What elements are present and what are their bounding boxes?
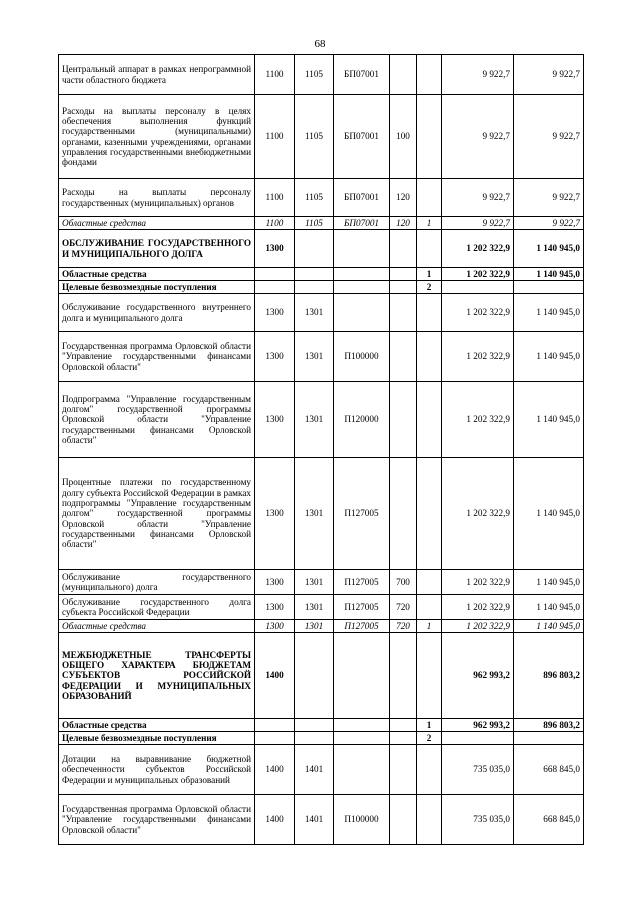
subsection-code-cell: 1105 [295, 179, 334, 217]
table-row [59, 620, 584, 633]
section-code-cell: 1400 [255, 795, 295, 845]
expense-type-cell [390, 281, 417, 294]
funding-source-cell [417, 55, 442, 95]
amount-year2-cell: 1 140 945,0 [514, 595, 584, 620]
section-code-cell: 1300 [255, 382, 295, 458]
funding-source-cell [417, 230, 442, 268]
table-row [59, 217, 584, 230]
amount-year2-cell: 9 922,7 [514, 179, 584, 217]
row-name-cell: Государственная программа Орловской области "Управление государственными финансами Орловской области" [59, 795, 255, 845]
amount-year1-cell [442, 281, 514, 294]
section-code-cell [255, 719, 295, 732]
amount-year1-cell: 9 922,7 [442, 179, 514, 217]
amount-year1-cell: 735 035,0 [442, 745, 514, 795]
funding-source-cell: 1 [417, 217, 442, 230]
target-article-cell: П127005 [334, 620, 390, 633]
subsection-code-cell [295, 719, 334, 732]
table-row [59, 570, 584, 595]
row-name-cell: Целевые безвозмездные поступления [59, 281, 255, 294]
row-name-cell: Обслуживание государственного внутреннего долга и муниципального долга [59, 294, 255, 332]
funding-source-cell: 1 [417, 268, 442, 281]
section-code-cell: 1300 [255, 458, 295, 570]
funding-source-cell: 1 [417, 620, 442, 633]
target-article-cell: П100000 [334, 332, 390, 382]
amount-year2-cell: 1 140 945,0 [514, 620, 584, 633]
section-code-cell: 1300 [255, 620, 295, 633]
amount-year2-cell: 1 140 945,0 [514, 570, 584, 595]
table-body [59, 55, 584, 845]
expense-type-cell [390, 732, 417, 745]
expense-type-cell: 720 [390, 595, 417, 620]
subsection-code-cell: 1301 [295, 570, 334, 595]
expense-type-cell: 700 [390, 570, 417, 595]
table-row [59, 795, 584, 845]
table-row [59, 595, 584, 620]
target-article-cell: П127005 [334, 458, 390, 570]
amount-year2-cell [514, 732, 584, 745]
row-name-cell: Дотации на выравнивание бюджетной обеспеченности субъектов Российской Федерации и муниципальных образований [59, 745, 255, 795]
row-name-cell: Целевые безвозмездные поступления [59, 732, 255, 745]
table-row [59, 55, 584, 95]
amount-year1-cell: 1 202 322,9 [442, 570, 514, 595]
expense-type-cell [390, 268, 417, 281]
amount-year2-cell: 1 140 945,0 [514, 268, 584, 281]
section-code-cell: 1300 [255, 570, 295, 595]
row-name-cell: Государственная программа Орловской области "Управление государственными финансами Орловской области" [59, 332, 255, 382]
expense-type-cell [390, 332, 417, 382]
expense-type-cell [390, 55, 417, 95]
target-article-cell: БП07001 [334, 179, 390, 217]
amount-year2-cell [514, 281, 584, 294]
expense-type-cell: 120 [390, 217, 417, 230]
funding-source-cell [417, 179, 442, 217]
section-code-cell [255, 268, 295, 281]
row-name-cell: ОБСЛУЖИВАНИЕ ГОСУДАРСТВЕННОГО И МУНИЦИПАЛЬНОГО ДОЛГА [59, 230, 255, 268]
expense-type-cell: 120 [390, 179, 417, 217]
table-row [59, 332, 584, 382]
amount-year1-cell: 9 922,7 [442, 55, 514, 95]
table-row [59, 179, 584, 217]
row-name-cell: Обслуживание государственного долга субъекта Российской Федерации [59, 595, 255, 620]
funding-source-cell [417, 95, 442, 179]
amount-year1-cell: 1 202 322,9 [442, 620, 514, 633]
funding-source-cell [417, 382, 442, 458]
expense-type-cell [390, 745, 417, 795]
budget-table [58, 54, 584, 845]
row-name-cell: Подпрограмма "Управление государственным долгом" государственной программы Орловской области "Управление государственными финансами Орловской области" [59, 382, 255, 458]
section-code-cell: 1100 [255, 95, 295, 179]
page-number: 68 [314, 38, 326, 50]
section-code-cell: 1100 [255, 179, 295, 217]
subsection-code-cell [295, 268, 334, 281]
table-row [59, 382, 584, 458]
target-article-cell [334, 268, 390, 281]
row-name-cell: Областные средства [59, 620, 255, 633]
section-code-cell [255, 732, 295, 745]
subsection-code-cell: 1105 [295, 217, 334, 230]
subsection-code-cell: 1105 [295, 95, 334, 179]
target-article-cell [334, 281, 390, 294]
amount-year1-cell: 1 202 322,9 [442, 332, 514, 382]
target-article-cell: П127005 [334, 570, 390, 595]
expense-type-cell: 100 [390, 95, 417, 179]
table-row [59, 281, 584, 294]
target-article-cell [334, 294, 390, 332]
row-name-cell: Расходы на выплаты персоналу государственных (муниципальных) органов [59, 179, 255, 217]
target-article-cell: П120000 [334, 382, 390, 458]
funding-source-cell: 2 [417, 732, 442, 745]
row-name-cell: МЕЖБЮДЖЕТНЫЕ ТРАНСФЕРТЫ ОБЩЕГО ХАРАКТЕРА БЮДЖЕТАМ СУБЪЕКТОВ РОССИЙСКОЙ ФЕДЕРАЦИИ И МУНИЦИПАЛЬНЫХ ОБРАЗОВАНИЙ [59, 633, 255, 719]
target-article-cell [334, 745, 390, 795]
funding-source-cell [417, 294, 442, 332]
table-row [59, 745, 584, 795]
amount-year2-cell: 9 922,7 [514, 95, 584, 179]
amount-year2-cell: 9 922,7 [514, 217, 584, 230]
funding-source-cell [417, 570, 442, 595]
table-row [59, 268, 584, 281]
table-row [59, 633, 584, 719]
expense-type-cell [390, 633, 417, 719]
subsection-code-cell: 1301 [295, 595, 334, 620]
table-row [59, 95, 584, 179]
subsection-code-cell [295, 281, 334, 294]
amount-year1-cell: 1 202 322,9 [442, 268, 514, 281]
table-row [59, 732, 584, 745]
row-name-cell: Расходы на выплаты персоналу в целях обеспечения выполнения функций государственными (муниципальными) органами, казенными учреждениями, органами управления государственными внебюджетными фондами [59, 95, 255, 179]
target-article-cell [334, 230, 390, 268]
row-name-cell: Областные средства [59, 268, 255, 281]
expense-type-cell [390, 294, 417, 332]
row-name-cell: Областные средства [59, 217, 255, 230]
subsection-code-cell: 1301 [295, 294, 334, 332]
subsection-code-cell: 1301 [295, 382, 334, 458]
amount-year2-cell: 668 845,0 [514, 745, 584, 795]
funding-source-cell [417, 795, 442, 845]
target-article-cell: П127005 [334, 595, 390, 620]
expense-type-cell [390, 795, 417, 845]
amount-year2-cell: 1 140 945,0 [514, 332, 584, 382]
table-row [59, 719, 584, 732]
expense-type-cell [390, 719, 417, 732]
section-code-cell: 1300 [255, 294, 295, 332]
amount-year1-cell: 1 202 322,9 [442, 458, 514, 570]
funding-source-cell [417, 595, 442, 620]
target-article-cell [334, 633, 390, 719]
amount-year2-cell: 896 803,2 [514, 719, 584, 732]
amount-year2-cell: 668 845,0 [514, 795, 584, 845]
section-code-cell: 1100 [255, 55, 295, 95]
table-row [59, 458, 584, 570]
table-row [59, 230, 584, 268]
amount-year1-cell: 735 035,0 [442, 795, 514, 845]
target-article-cell [334, 719, 390, 732]
row-name-cell: Центральный аппарат в рамках непрограммной части областного бюджета [59, 55, 255, 95]
expense-type-cell [390, 382, 417, 458]
subsection-code-cell: 1401 [295, 745, 334, 795]
subsection-code-cell: 1301 [295, 620, 334, 633]
expense-type-cell [390, 230, 417, 268]
amount-year2-cell: 1 140 945,0 [514, 294, 584, 332]
target-article-cell: БП07001 [334, 95, 390, 179]
table-row [59, 294, 584, 332]
funding-source-cell: 2 [417, 281, 442, 294]
funding-source-cell [417, 332, 442, 382]
funding-source-cell [417, 745, 442, 795]
amount-year1-cell: 1 202 322,9 [442, 294, 514, 332]
amount-year1-cell [442, 732, 514, 745]
row-name-cell: Процентные платежи по государственному долгу субъекта Российской Федерации в рамках подпрограммы "Управление государственным долгом" государственной программы Орловской области "Управление государственными финансами Орловской области" [59, 458, 255, 570]
amount-year1-cell: 962 993,2 [442, 633, 514, 719]
target-article-cell [334, 732, 390, 745]
subsection-code-cell [295, 732, 334, 745]
subsection-code-cell: 1301 [295, 458, 334, 570]
amount-year2-cell: 896 803,2 [514, 633, 584, 719]
amount-year2-cell: 1 140 945,0 [514, 382, 584, 458]
section-code-cell: 1300 [255, 230, 295, 268]
target-article-cell: БП07001 [334, 217, 390, 230]
amount-year2-cell: 9 922,7 [514, 55, 584, 95]
amount-year1-cell: 962 993,2 [442, 719, 514, 732]
subsection-code-cell [295, 230, 334, 268]
section-code-cell: 1100 [255, 217, 295, 230]
amount-year2-cell: 1 140 945,0 [514, 230, 584, 268]
amount-year1-cell: 1 202 322,9 [442, 382, 514, 458]
section-code-cell: 1400 [255, 745, 295, 795]
funding-source-cell: 1 [417, 719, 442, 732]
amount-year1-cell: 1 202 322,9 [442, 595, 514, 620]
subsection-code-cell [295, 633, 334, 719]
subsection-code-cell: 1105 [295, 55, 334, 95]
subsection-code-cell: 1301 [295, 332, 334, 382]
expense-type-cell: 720 [390, 620, 417, 633]
section-code-cell: 1300 [255, 332, 295, 382]
funding-source-cell [417, 633, 442, 719]
amount-year1-cell: 9 922,7 [442, 95, 514, 179]
section-code-cell: 1400 [255, 633, 295, 719]
section-code-cell [255, 281, 295, 294]
expense-type-cell [390, 458, 417, 570]
amount-year1-cell: 1 202 322,9 [442, 230, 514, 268]
amount-year1-cell: 9 922,7 [442, 217, 514, 230]
funding-source-cell [417, 458, 442, 570]
target-article-cell: П100000 [334, 795, 390, 845]
amount-year2-cell: 1 140 945,0 [514, 458, 584, 570]
subsection-code-cell: 1401 [295, 795, 334, 845]
section-code-cell: 1300 [255, 595, 295, 620]
row-name-cell: Обслуживание государственного (муниципального) долга [59, 570, 255, 595]
target-article-cell: БП07001 [334, 55, 390, 95]
row-name-cell: Областные средства [59, 719, 255, 732]
